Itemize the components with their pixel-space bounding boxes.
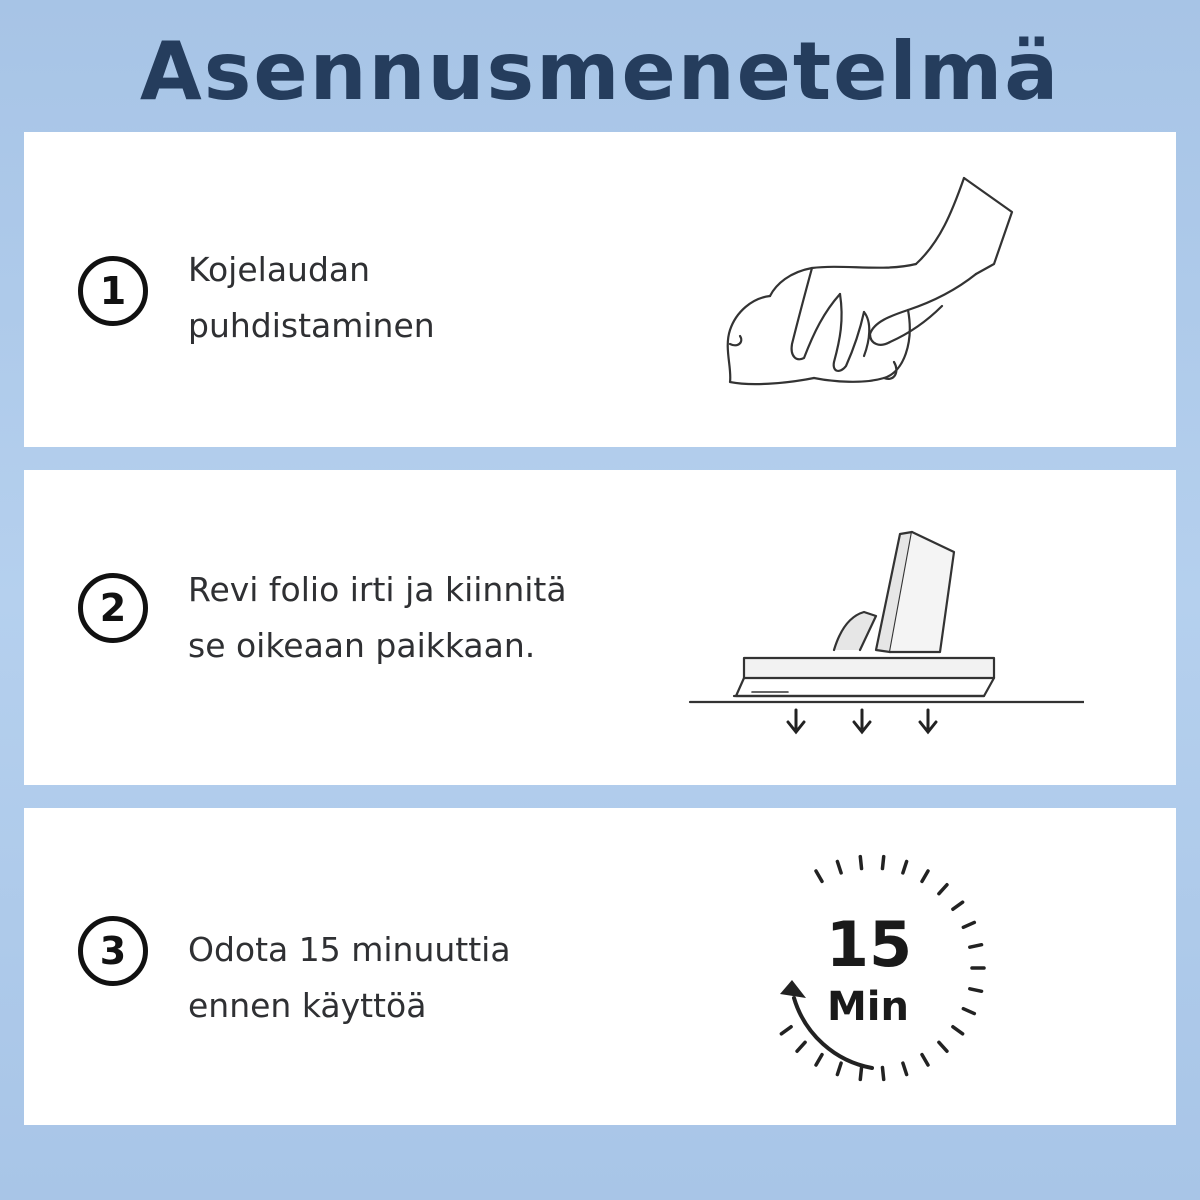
hand-wiping-icon (694, 172, 1054, 412)
step-card-2 (24, 470, 1176, 785)
timer-tick (816, 871, 822, 881)
timer-tick (860, 857, 861, 869)
step-number-badge: 2 (78, 573, 148, 643)
step-text-line: se oikeaan paikkaan. (188, 626, 536, 665)
step-description (188, 922, 668, 1034)
timer-icon (744, 848, 1004, 1088)
step-card-1 (24, 132, 1176, 447)
step-text-line: ennen käyttöä (188, 986, 427, 1025)
timer-tick (970, 945, 982, 947)
step-card-3 (24, 808, 1176, 1125)
step-text-line: Odota 15 minuuttia (188, 930, 511, 969)
timer-tick (953, 902, 963, 909)
timer-tick (903, 861, 907, 872)
timer-tick (837, 1063, 841, 1074)
timer-tick (816, 1055, 822, 1065)
timer-tick (939, 885, 947, 894)
step-number-badge: 1 (78, 256, 148, 326)
timer-tick (970, 989, 982, 991)
step-text-line: puhdistaminen (188, 306, 435, 345)
timer-value: 15 (825, 908, 913, 981)
timer-tick (963, 1009, 974, 1014)
timer-unit: Min (827, 984, 909, 1030)
timer-tick (922, 871, 928, 881)
timer-tick (963, 922, 974, 927)
timer-tick (860, 1067, 861, 1079)
step-text-line: Kojelaudan (188, 250, 371, 289)
timer-tick (797, 1042, 805, 1051)
timer-tick (939, 1042, 947, 1051)
timer-tick (837, 861, 841, 872)
step-description (188, 562, 668, 674)
timer-tick (781, 1027, 791, 1034)
timer-tick (882, 1067, 883, 1079)
step-number-badge: 3 (78, 916, 148, 986)
step-description (188, 242, 668, 354)
timer-tick (903, 1063, 907, 1074)
timer-tick (953, 1027, 963, 1034)
page-title: Asennusmenetelmä (139, 25, 1061, 118)
mount-base-icon (664, 520, 1084, 750)
timer-tick (922, 1055, 928, 1065)
step-text-line: Revi folio irti ja kiinnitä (188, 570, 567, 609)
timer-tick (882, 857, 883, 869)
